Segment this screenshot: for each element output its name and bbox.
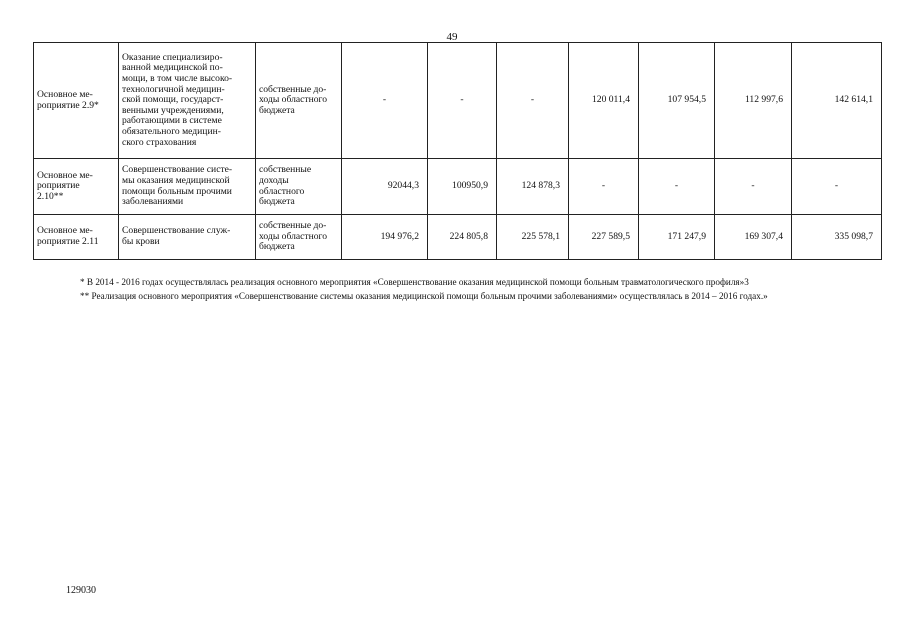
page-number: 49 (446, 31, 458, 43)
value-cell: 227 589,5 (569, 215, 639, 260)
event-description-cell: Совершенствование служ- бы крови (119, 215, 256, 260)
event-name-cell: Основное ме- роприятие 2.10** (34, 159, 119, 215)
value-cell: 194 976,2 (342, 215, 428, 260)
value-cell: - (428, 43, 497, 159)
budget-table (33, 42, 882, 260)
value-cell: 100950,9 (428, 159, 497, 215)
value-cell: - (497, 43, 569, 159)
funding-source-cell: собственные до- ходы областного бюджета (256, 43, 342, 159)
value-cell: - (639, 159, 715, 215)
table-row (34, 215, 882, 260)
footnote-2: ** Реализация основного мероприятия «Совершенствование системы оказания медицинской помощи больным прочими заболеваниями» осуществлялась в 2014 – 2016 годах.» (80, 291, 768, 301)
value-cell: - (792, 159, 882, 215)
event-description-cell: Оказание специализиро- ванной медицинской по- мощи, в том числе высоко- технологичной медицин- ской помощи, государст- венными учреждениями, работающими в системе обязательного медицин- ского страхования (119, 43, 256, 159)
funding-source-cell: собственные до- ходы областного бюджета (256, 215, 342, 260)
footnote-1: * В 2014 - 2016 годах осуществлялась реализация основного мероприятия «Совершенствование оказания медицинской помощи больным травматологического профиля»3 (80, 277, 749, 287)
value-cell: 124 878,3 (497, 159, 569, 215)
value-cell: 169 307,4 (715, 215, 792, 260)
value-cell: 224 805,8 (428, 215, 497, 260)
value-cell: 112 997,6 (715, 43, 792, 159)
event-description-cell: Совершенствование систе- мы оказания медицинской помощи больным прочими заболеваниями (119, 159, 256, 215)
value-cell: - (342, 43, 428, 159)
value-cell: - (569, 159, 639, 215)
value-cell: 171 247,9 (639, 215, 715, 260)
value-cell: 92044,3 (342, 159, 428, 215)
document-code: 129030 (66, 585, 96, 596)
event-name-cell: Основное ме- роприятие 2.11 (34, 215, 119, 260)
event-name-cell: Основное ме- роприятие 2.9* (34, 43, 119, 159)
footnotes (33, 276, 883, 302)
value-cell: 120 011,4 (569, 43, 639, 159)
table-row (34, 159, 882, 215)
value-cell: 142 614,1 (792, 43, 882, 159)
table-body (34, 43, 882, 260)
value-cell: 225 578,1 (497, 215, 569, 260)
value-cell: 107 954,5 (639, 43, 715, 159)
funding-source-cell: собственные доходы областного бюджета (256, 159, 342, 215)
value-cell: 335 098,7 (792, 215, 882, 260)
value-cell: - (715, 159, 792, 215)
table-row (34, 43, 882, 159)
